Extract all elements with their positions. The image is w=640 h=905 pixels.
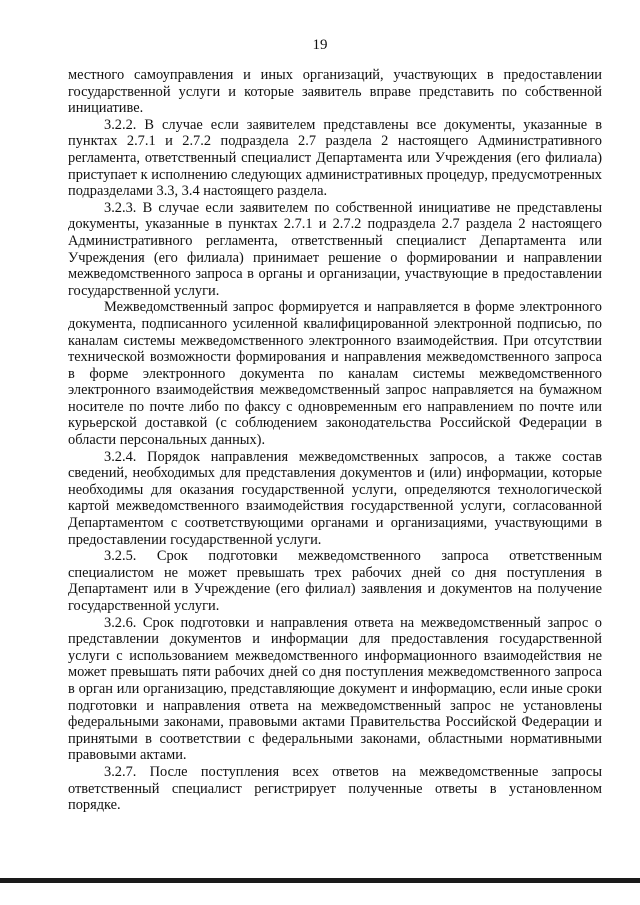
document-body <box>68 67 602 814</box>
paragraph-3-2-2: 3.2.2. В случае если заявителем представлены все документы, указанные в пунктах 2.7.1 и 2.7.2 подраздела 2.7 раздела 2 настоящего Административного регламента, ответственный специалист Департамента или Учреждения (его филиала) приступает к исполнению следующих административных процедур, предусмотренных подразделами 3.3, 3.4 настоящего раздела. <box>68 116 602 200</box>
paragraph-3-2-6: 3.2.6. Срок подготовки и направления ответа на межведомственный запрос о представлении документов и информации для предоставления государственной услуги с использованием межведомственного информационного взаимодействия не может превышать пяти рабочих дней со дня поступления межведомственного запроса в орган или организацию, представляющие документ и информацию, если иные сроки подготовки и направления ответа на межведомственный запрос не установлены федеральными законами, правовыми актами Правительства Российской Федерации и принятыми в соответствии с федеральными законами, областными нормативными правовыми актами. <box>68 614 602 764</box>
bottom-scan-border <box>0 878 640 883</box>
paragraph-3-2-4: 3.2.4. Порядок направления межведомственных запросов, а также состав сведений, необходимых для представления документов и (или) информации, которые необходимы для оказания государственной услуги, определяются технологической картой межведомственного взаимодействия государственной услуги, согласованной Департаментом с соответствующими органами и организациями, участвующими в предоставлении государственной услуги. <box>68 448 602 548</box>
paragraph-3-2-3: 3.2.3. В случае если заявителем по собственной инициативе не представлены документы, указанные в пунктах 2.7.1 и 2.7.2 подраздела 2.7 раздела 2 настоящего Административного регламента, ответственный специалист Департамента или Учреждения (его филиала) принимает решение о формировании и направлении межведомственного запроса в органы и организации, участвующие в предоставлении государственной услуги. <box>68 199 602 299</box>
paragraph-continuation: местного самоуправления и иных организаций, участвующих в предоставлении государственной услуги и которые заявитель вправе представить по собственной инициативе. <box>68 67 602 117</box>
paragraph-3-2-5: 3.2.5. Срок подготовки межведомственного запроса ответственным специалистом не может превышать трех рабочих дней со дня поступления в Департамент или в Учреждение (его филиал) заявления и документов на получение государственной услуги. <box>68 548 602 614</box>
paragraph-3-2-7: 3.2.7. После поступления всех ответов на межведомственные запросы ответственный специалист регистрирует полученные ответы в установленном порядке. <box>68 763 602 814</box>
page-number: 19 <box>312 37 328 53</box>
paragraph-interagency-request: Межведомственный запрос формируется и направляется в форме электронного документа, подписанного усиленной квалифицированной электронной подписью, по каналам системы межведомственного электронного взаимодействия. При отсутствии технической возможности формирования и направления межведомственного запроса в форме электронного документа по каналам системы межведомственного электронного взаимодействия межведомственный запрос направляется на бумажном носителе по почте либо по факсу с одновременным его направлением по почте или курьерской доставкой (с соблюдением законодательства Российской Федерации в области персональных данных). <box>68 299 602 449</box>
